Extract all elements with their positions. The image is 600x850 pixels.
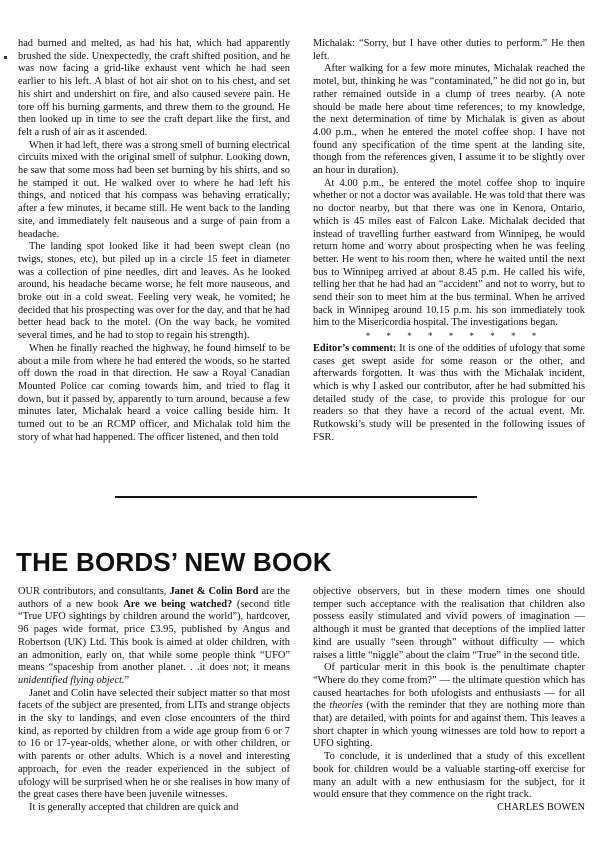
review-paragraph [18, 586, 290, 688]
review-text: (with the reminder that they are nothing more than that) are detailed, with points for and against them. This leaves a short chapter in which young witnesses are told how to report a UFO sighting. [313, 700, 585, 750]
review-column-left [18, 586, 290, 815]
editor-comment-text: It is one of the oddities of ufology that some cases get swept aside for some reason or the other, and afterwards forgotten. It was thus with the Michalak incident, which is why I asked our contributor, after he had submitted his detailed study of the case, to provide this prologue for our readers so that they have a record of the actual event. Mr. Rutkowski’s study will be presented in the following issues of FSR. [313, 342, 585, 443]
article-paragraph: After walking for a few more minutes, Michalak reached the motel, but, thinking he was “contaminated,” he did not go in, but rather remained outside in a clump of trees nearby. (A note should be made here about time references; to my knowledge, the next determination of time by Michalak is given as about 4.00 p.m., when he entered the motel coffee shop. I have not found any specification of the time spent at the landing site, though from the references given, I assume it to be slightly over an hour in duration). [313, 63, 585, 177]
section-separator: * * * * * * * * * [365, 331, 544, 342]
review-text: Of particular merit in this book is the penultimate chapter “Where do they come from?” — the ultimate question which has caused heartaches for both ufologists and enthusiasts — for all the [313, 662, 585, 712]
review-paragraph: objective observers, but in these modern times one should temper such acceptance with the realisation that children also possess easily stimulated and vivid powers of imagination — although it must be granted that deceptions of the implied latter kind are usually “seen through” without difficulty — which raises a little “niggle” about the claim “True” in the second title. [313, 586, 585, 661]
review-paragraph [313, 662, 585, 751]
editor-comment [313, 343, 585, 445]
article-column-right [313, 38, 585, 445]
review-headline: THE BORDS’ NEW BOOK [16, 547, 332, 577]
review-text: ” [124, 674, 130, 686]
review-book-title: Are we being watched? [123, 598, 233, 610]
article-paragraph: The landing spot looked like it had been swept clean (no twigs, stones, etc), but piled up in a circle 15 feet in diameter was a collection of pine needles, dirt and leaves. As he looked around, his headache became worse, he felt more nauseous, and broke out in a cold sweat. Feeling very weak, he vomited; he decided that his prospecting was over for the day, and that he had better head back to the motel. (On the way back, he vomited several times, and he had to stop to regain his strength). [18, 241, 290, 342]
review-text: OUR contributors, and consultants, [18, 586, 167, 597]
review-authors: Janet & Colin Bord [169, 586, 259, 597]
review-paragraph: To conclude, it is underlined that a study of this excellent book for children would be a valuable starting-off exercise for many an adult with a new enthusiasm for the subject, for it would ensure that they commence on the right track. [313, 751, 585, 801]
review-emphasis: theories [329, 700, 363, 712]
review-paragraph: It is generally accepted that children are quick and [29, 801, 239, 813]
editor-comment-label: Editor’s comment: [313, 342, 397, 354]
article-column-left [18, 38, 290, 445]
section-divider [115, 496, 477, 498]
review-emphasis: unidentified flying object. [18, 674, 125, 686]
review-text: (second title “True UFO sightings by children around the world”), hardcover, 96 pages wide format, price £3.95, published by Angus and Robertson (UK) Ltd. This book is aimed at older children, with an admonition, early on, that while some people think “UFO” means “spaceship from another planet. . .it does not; it means [18, 598, 290, 674]
review-signature: CHARLES BOWEN [496, 801, 585, 813]
article-paragraph: When he finally reached the highway, he found himself to be about a mile from where he had entered the woods, so he started off down the road in that direction. He saw a Royal Canadian Mounted Police car coming towards him, and tried to flag it down, but it passed by, apparently to turn around, because a few minutes later, Michalak heard a voice calling beside him. It turned out to be an RCMP officer, and Michalak told him the story of what had happened. The officer listened, and then told [18, 342, 290, 443]
review-column-right [313, 586, 585, 815]
review-paragraph: Janet and Colin have selected their subject matter so that most facets of the subject are presented, from LITs and strange objects in the sky to landings, and even close encounters of the third kind, as reported by children from a wide age group from 6 or 7 to 16 or 17-year-olds, whether alone, or with other children, or with parents or other adults. Which is a novel and interesting approach, for even the reader experienced in the subject of ufology will be surprised when he or she realises in how many of the great cases there have been juvenile witnesses. [18, 687, 290, 801]
review-text: are the authors of a new book [18, 586, 290, 610]
article-paragraph: At 4.00 p.m., he entered the motel coffee shop to inquire whether or not a doctor was available. He was told that there was no doctor nearby, but that there was one in Kenora, Ontario, which is 45 miles east of Falcon Lake. Michalak decided that instead of travelling further eastward from Winnipeg, he would return home and worry about prospecting when he was feeling better. He went to his room then, where he waited until the next bus to Winnipeg arrived at about 8.45 p.m. He called his wife, telling her that he had had an “accident” and not to worry, but to send their son to meet him at the bus terminal. When he arrived back in Winnipeg around 10.15 p.m. his son immediately took him to the Misericordia hospital. The investigations began. [313, 177, 585, 329]
article-paragraph: When it had left, there was a strong smell of burning electrical circuits mixed with the original smell of sulphur. Looking down, he saw that some moss had been set burning by his shirts, and so he stamped it out. He walked over to where he had left his things, and noticed that his compass was behaving erratically; after a few minutes, it became still. He went back to the landing site, and immediately felt nauseous and a surge of pain from a headache. [18, 139, 290, 240]
article-paragraph: Michalak: “Sorry, but I have other duties to perform.” He then left. [313, 38, 585, 62]
article-paragraph: had burned and melted, as had his hat, which had apparently brushed the side. Unexpectedly, the craft shifted position, and he was now facing a grid-like exhaust vent which he had seen earlier to his left. A blast of hot air shot on to his chest, and set his shirt and undershirt on fire, and also caused severe pain. He tore off his burning garments, and threw them to the ground. He then looked up in time to see the craft depart like the first, and felt a rush of air as it ascended. [18, 38, 290, 138]
margin-mark [4, 56, 7, 59]
